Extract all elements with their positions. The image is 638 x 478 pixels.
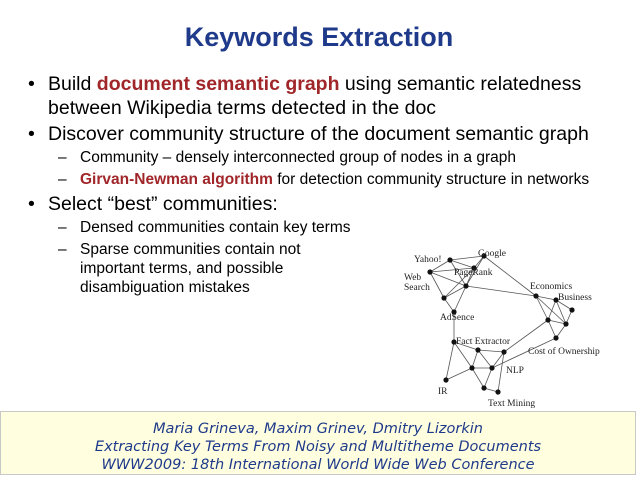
sub-bullet-girvan-newman — [54, 170, 626, 189]
bullet-text: Build — [48, 73, 97, 95]
bullet-text: Community – densely interconnected group of nodes in a graph — [80, 149, 516, 166]
highlight-term: document semantic graph — [96, 73, 340, 95]
node-label-fact-extractor: Fact Extractor — [456, 337, 511, 347]
footer-paper-title: Extracting Key Terms From Noisy and Multitheme Documents — [94, 439, 542, 455]
sub-bullet-densed — [54, 218, 626, 237]
sub-bullet-sparse — [54, 240, 330, 297]
slide-title: Keywords Extraction — [184, 22, 454, 52]
bullet-text: Select “best” communities: — [48, 193, 278, 215]
bullet-text: Discover community structure of the document semantic graph — [48, 123, 589, 145]
sub-bullet-community-def — [54, 148, 626, 167]
graph-edges — [430, 256, 572, 392]
bullet-text: for detection community structure in networks — [272, 171, 590, 188]
semantic-graph — [388, 240, 634, 410]
node-label-web: Web — [404, 273, 422, 283]
bullet-select-communities — [26, 192, 626, 216]
bullet-discover-community — [26, 122, 626, 146]
footer-authors: Maria Grineva, Maxim Grinev, Dmitry Lizorkin — [153, 421, 483, 437]
node-label-ir: IR — [438, 387, 448, 397]
node-label-cost-of-ownership: Cost of Ownership — [528, 347, 600, 357]
node-label-yahoo: Yahoo! — [414, 255, 442, 265]
node-label-business: Business — [558, 293, 592, 303]
node-label-economics: Economics — [530, 282, 573, 292]
bullet-text: Densed communities contain key terms — [80, 219, 351, 236]
citation-footer — [0, 411, 636, 475]
footer-conference: WWW2009: 18th International World Wide Web Conference — [101, 457, 535, 473]
node-label-text-mining: Text Mining — [488, 399, 536, 409]
node-label-adsence: AdSence — [440, 313, 475, 323]
node-label-pagerank: PageRank — [454, 268, 493, 278]
highlight-term: Girvan-Newman algorithm — [80, 171, 273, 188]
node-label-google: Google — [478, 249, 506, 259]
node-label-search: Search — [404, 283, 430, 293]
bullet-text: Sparse communities contain not important terms, and possible disambiguation mistakes — [80, 241, 301, 296]
bullet-text: using semantic relatedness between Wikipedia terms detected in the doc — [48, 73, 582, 119]
bullet-build-graph — [26, 72, 626, 120]
node-label-nlp: NLP — [506, 366, 524, 376]
